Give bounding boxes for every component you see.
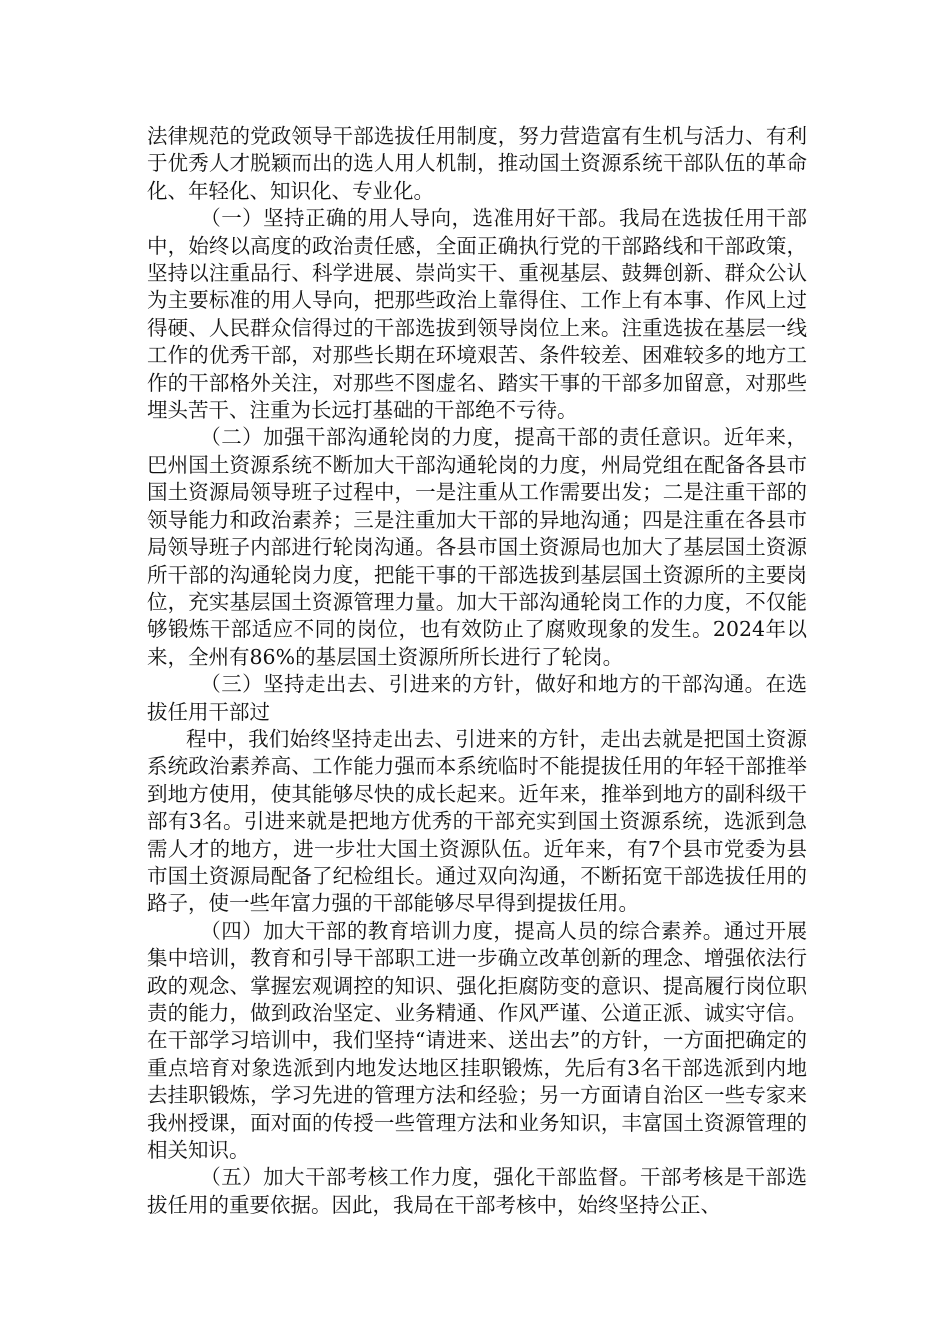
paragraph-continuation: 法律规范的党政领导干部选拔任用制度，努力营造富有生机与活力、有利于优秀人才脱颖而出的选人用人机制，推动国土资源系统干部队伍的革命化、年轻化、知识化、专业化。 <box>147 124 807 203</box>
paragraph-section-3-body: 程中，我们始终坚持走出去、引进来的方针，走出去就是把国土资源系统政治素养高、工作能力强而本系统临时不能提拔任用的年轻干部推举到地方使用，使其能够尽快的成长起来。近年来，推举到地方的副科级干部有3名。引进来就是把地方优秀的干部充实到国土资源系统，选派到急需人才的地方，进一步壮大国土资源队伍。近年来，有7个县市党委为县市国土资源局配备了纪检组长。通过双向沟通，不断拓宽干部选拔任用的路子，使一些年富力强的干部能够尽早得到提拔任用。 <box>147 726 807 916</box>
paragraph-section-1: （一）坚持正确的用人导向，选准用好干部。我局在选拔任用干部中，始终以高度的政治责任感，全面正确执行党的干部路线和干部政策，坚持以注重品行、科学进展、崇尚实干、重视基层、鼓舞创新、群众公认为主要标准的用人导向，把那些政治上靠得住、工作上有本事、作风上过得硬、人民群众信得过的干部选拔到领导岗位上来。注重选拔在基层一线工作的优秀干部，对那些长期在环境艰苦、条件较差、困难较多的地方工作的干部格外关注，对那些不图虚名、踏实干事的干部多加留意，对那些埋头苦干、注重为长远打基础的干部绝不亏待。 <box>147 206 807 423</box>
paragraph-section-4: （四）加大干部的教育培训力度，提高人员的综合素养。通过开展集中培训，教育和引导干部职工进一步确立改革创新的理念、增强依法行政的观念、掌握宏观调控的知识、强化拒腐防变的意识、提高履行岗位职责的能力，做到政治坚定、业务精通、作风严谨、公道正派、诚实守信。在干部学习培训中，我们坚持“请进来、送出去”的方针，一方面把确定的重点培育对象选派到内地发达地区挂职锻炼，先后有3名干部选派到内地去挂职锻炼，学习先进的管理方法和经验；另一方面请自治区一些专家来我州授课，面对面的传授一些管理方法和业务知识，丰富国土资源管理的相关知识。 <box>147 918 807 1163</box>
paragraph-section-3-heading: （三）坚持走出去、引进来的方针，做好和地方的干部沟通。在选拔任用干部过 <box>147 672 807 724</box>
paragraph-section-2: （二）加强干部沟通轮岗的力度，提高干部的责任意识。近年来，巴州国土资源系统不断加大干部沟通轮岗的力度，州局党组在配备各县市国土资源局领导班子过程中，一是注重从工作需要出发；二是注重干部的领导能力和政治素养；三是注重加大干部的异地沟通；四是注重在各县市局领导班子内部进行轮岗沟通。各县市国土资源局也加大了基层国土资源所干部的沟通轮岗力度，把能干事的干部选拔到基层国土资源所的主要岗位，充实基层国土资源管理力量。加大干部沟通轮岗工作的力度，不仅能够锻炼干部适应不同的岗位，也有效防止了腐败现象的发生。2024年以来，全州有86%的基层国土资源所所长进行了轮岗。 <box>147 425 807 669</box>
document-body <box>147 123 807 1219</box>
paragraph-section-5: （五）加大干部考核工作力度，强化干部监督。干部考核是干部选拔任用的重要依据。因此，我局在干部考核中，始终坚持公正、 <box>147 1165 807 1217</box>
